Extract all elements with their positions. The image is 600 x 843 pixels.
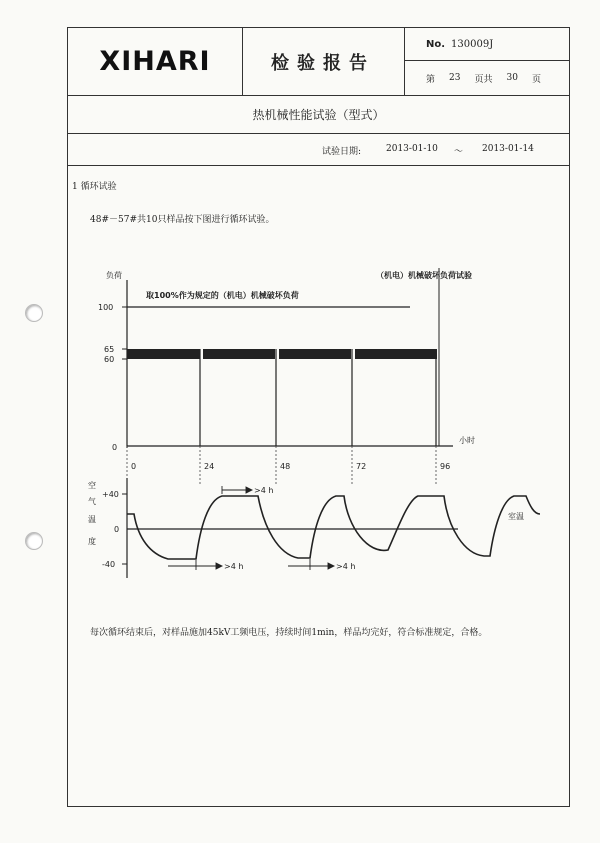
hold-duration-low-2: >4 h bbox=[336, 562, 356, 571]
time-unit-label: 小时 bbox=[459, 436, 475, 445]
logo-cell bbox=[68, 28, 243, 95]
temp-axis-char-4: 度 bbox=[88, 537, 96, 546]
test-date-start: 2013-01-10 bbox=[386, 144, 438, 154]
hold-marker-high bbox=[222, 486, 252, 494]
section-title: 1 循环试验 bbox=[72, 182, 117, 192]
report-number-label: No. bbox=[426, 38, 446, 50]
page-total: 30 bbox=[506, 73, 518, 83]
binder-hole-bottom bbox=[25, 532, 43, 550]
report-number bbox=[404, 28, 569, 61]
cycle-chart bbox=[78, 238, 548, 578]
time-tick-96: 96 bbox=[440, 462, 451, 471]
footer-note: 每次循环结束后，对样品施加45kV工频电压，持续时间1min，样品均完好，符合标准规定，合格。 bbox=[90, 628, 488, 638]
temperature-profile bbox=[127, 496, 540, 559]
page-di: 第 bbox=[426, 74, 436, 85]
room-temp-label: 室温 bbox=[508, 512, 524, 521]
mech-failure-title: （机电）机械破坏负荷试验 bbox=[376, 271, 472, 280]
binder-hole-top bbox=[25, 304, 43, 322]
page-ye: 页 bbox=[531, 74, 541, 85]
report-number-value: 130009J bbox=[451, 38, 494, 50]
intro-text: 48#－57#共10只样品按下图进行循环试验。 bbox=[90, 215, 275, 225]
load-tick-0: 0 bbox=[112, 443, 118, 452]
temp-axis-char-1: 空 bbox=[88, 481, 96, 490]
page-counter bbox=[404, 61, 569, 95]
load-band-cycle-3 bbox=[279, 349, 351, 359]
title-cell bbox=[242, 28, 405, 95]
test-date-separator: ～ bbox=[454, 147, 464, 157]
page-number: 23 bbox=[449, 73, 461, 83]
report-title: 检验报告 bbox=[271, 52, 375, 74]
time-tick-24: 24 bbox=[204, 462, 215, 471]
company-logo: XIHARI bbox=[99, 46, 211, 77]
test-name-row bbox=[68, 95, 569, 134]
time-tick-72: 72 bbox=[356, 462, 367, 471]
test-name: 热机械性能试验（型式） bbox=[252, 107, 385, 122]
hold-marker-low-1 bbox=[168, 560, 222, 570]
hold-marker-low-2 bbox=[288, 559, 334, 570]
temp-tick-minus40: -40 bbox=[102, 560, 116, 569]
load-band-cycle-4 bbox=[355, 349, 437, 359]
test-date-row bbox=[68, 133, 569, 166]
load-tick-100: 100 bbox=[98, 303, 114, 312]
report-header bbox=[68, 28, 569, 96]
sustained-load-annotation: 取100%作为规定的（机电）机械破坏负荷 bbox=[146, 291, 299, 300]
test-date-label: 试验日期: bbox=[322, 147, 362, 157]
test-date-end: 2013-01-14 bbox=[482, 144, 534, 154]
load-band-cycle-1 bbox=[127, 349, 200, 359]
temp-tick-plus40: +40 bbox=[102, 490, 119, 499]
report-sheet bbox=[67, 27, 570, 807]
temp-tick-0: 0 bbox=[114, 525, 120, 534]
time-tick-0: 0 bbox=[131, 462, 137, 471]
temp-axis-char-2: 气 bbox=[88, 497, 96, 506]
time-tick-48: 48 bbox=[280, 462, 291, 471]
temp-axis-char-3: 温 bbox=[88, 515, 96, 524]
load-band-cycle-2 bbox=[203, 349, 275, 359]
load-tick-60: 60 bbox=[104, 355, 115, 364]
load-tick-65: 65 bbox=[104, 345, 115, 354]
page-ye-gong: 页共 bbox=[474, 74, 493, 85]
load-axis-label: 负荷 bbox=[106, 271, 122, 280]
hold-duration-low-1: >4 h bbox=[224, 562, 244, 571]
hold-duration-high: >4 h bbox=[254, 486, 274, 495]
